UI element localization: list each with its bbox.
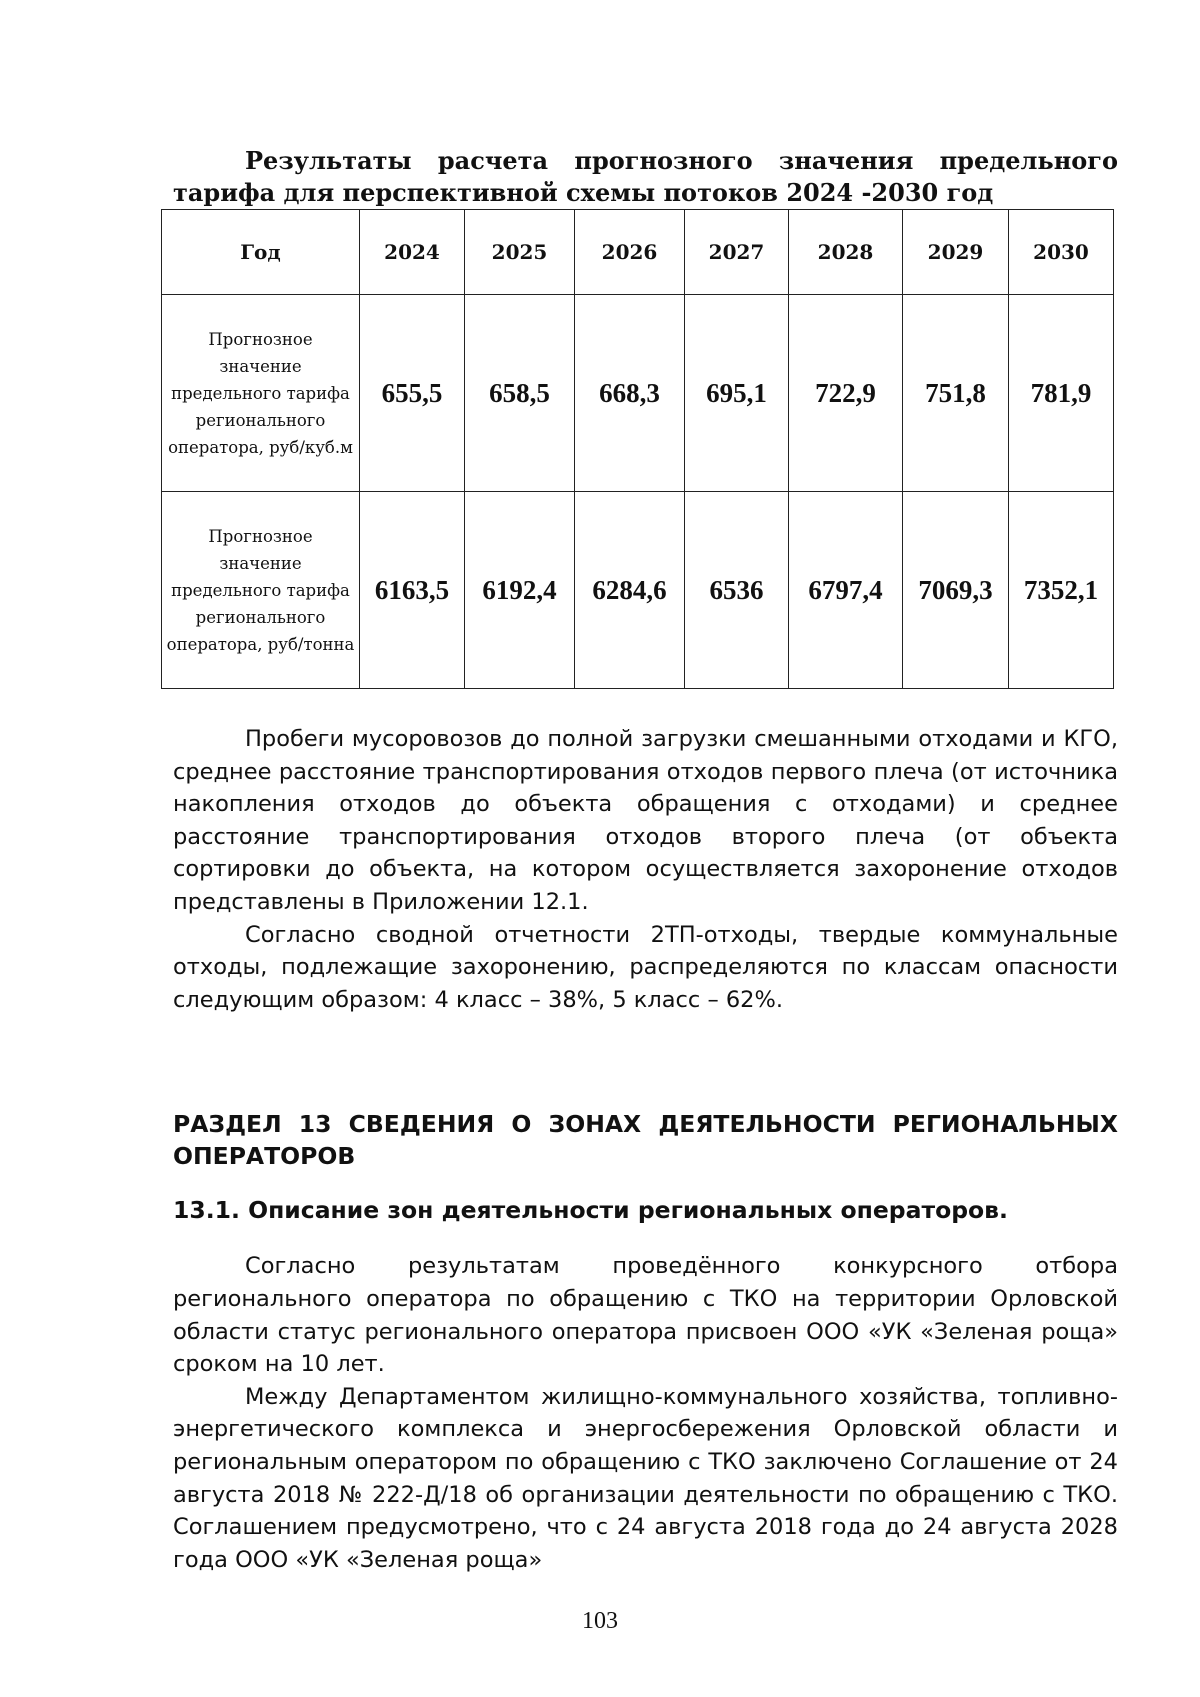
header-cell-2024: 2024 <box>360 210 465 295</box>
header-cell-2030: 2030 <box>1009 210 1114 295</box>
table-cell: 655,5 <box>360 295 465 492</box>
row-label: Прогнозное значение предельного тарифа регионального оператора, руб/тонна <box>162 492 360 689</box>
table-row-per-cubic-meter <box>162 295 1114 492</box>
tariff-forecast-table <box>161 209 1114 689</box>
page-number: 103 <box>582 1608 618 1634</box>
table-cell: 6284,6 <box>575 492 685 689</box>
table-cell: 6163,5 <box>360 492 465 689</box>
table-cell: 751,8 <box>903 295 1009 492</box>
header-cell-2028: 2028 <box>789 210 903 295</box>
table-cell: 7069,3 <box>903 492 1009 689</box>
table-cell: 6536 <box>685 492 789 689</box>
header-cell-2026: 2026 <box>575 210 685 295</box>
table-cell: 722,9 <box>789 295 903 492</box>
section-heading: РАЗДЕЛ 13 СВЕДЕНИЯ О ЗОНАХ ДЕЯТЕЛЬНОСТИ РЕГИОНАЛЬНЫХ ОПЕРАТОРОВ <box>173 1110 1118 1171</box>
header-cell-2029: 2029 <box>903 210 1009 295</box>
header-cell-2025: 2025 <box>465 210 575 295</box>
table-caption-line-1: Результаты расчета прогнозного значения предельного <box>245 146 1118 175</box>
paragraph-hazard-classes: Согласно сводной отчетности 2ТП-отходы, твердые коммунальные отходы, подлежащие захоронению, распределяются по классам опасности следующим образом: 4 класс – 38%, 5 класс – 62%. <box>173 921 1118 1013</box>
paragraph-truck-runs: Пробеги мусоровозов до полной загрузки смешанными отходами и КГО, среднее расстояние транспортирования отходов первого плеча (от источника накопления отходов до объекта обращения с отходами) и среднее расстояние транспортирования отходов второго плеча (от объекта сортировки до объекта, на котором осуществляется захоронение отходов представлены в Приложении 12.1. <box>173 726 1118 915</box>
table-cell: 781,9 <box>1009 295 1114 492</box>
table-caption-line-2: тарифа для перспективной схемы потоков 2024 -2030 год <box>173 178 994 207</box>
table-header-row <box>162 210 1114 295</box>
table-cell: 695,1 <box>685 295 789 492</box>
table-caption <box>173 145 1118 209</box>
paragraph-operator-status: Согласно результатам проведённого конкурсного отбора регионального оператора по обращению с ТКО на территории Орловской области статус регионального оператора присвоен ООО «УК «Зеленая роща» сроком на 10 лет. <box>173 1253 1118 1378</box>
document-page <box>166 145 1118 1576</box>
subsection-heading: 13.1. Описание зон деятельности региональных операторов. <box>173 1196 1008 1225</box>
header-cell-year: Год <box>162 210 360 295</box>
table-cell: 7352,1 <box>1009 492 1114 689</box>
paragraph-agreement: Между Департаментом жилищно-коммунального хозяйства, топливно-энергетического комплекса и энергосбережения Орловской области и региональным оператором по обращению с ТКО заключено Соглашение от 24 августа 2018 № 222-Д/18 об организации деятельности по обращению с ТКО. Соглашением предусмотрено, что с 24 августа 2018 года до 24 августа 2028 года ООО «УК «Зеленая роща» <box>173 1383 1118 1573</box>
table-cell: 6192,4 <box>465 492 575 689</box>
header-cell-2027: 2027 <box>685 210 789 295</box>
row-label: Прогнозное значение предельного тарифа регионального оператора, руб/куб.м <box>162 295 360 492</box>
table-cell: 6797,4 <box>789 492 903 689</box>
table-cell: 658,5 <box>465 295 575 492</box>
table-cell: 668,3 <box>575 295 685 492</box>
table-row-per-tonne <box>162 492 1114 689</box>
